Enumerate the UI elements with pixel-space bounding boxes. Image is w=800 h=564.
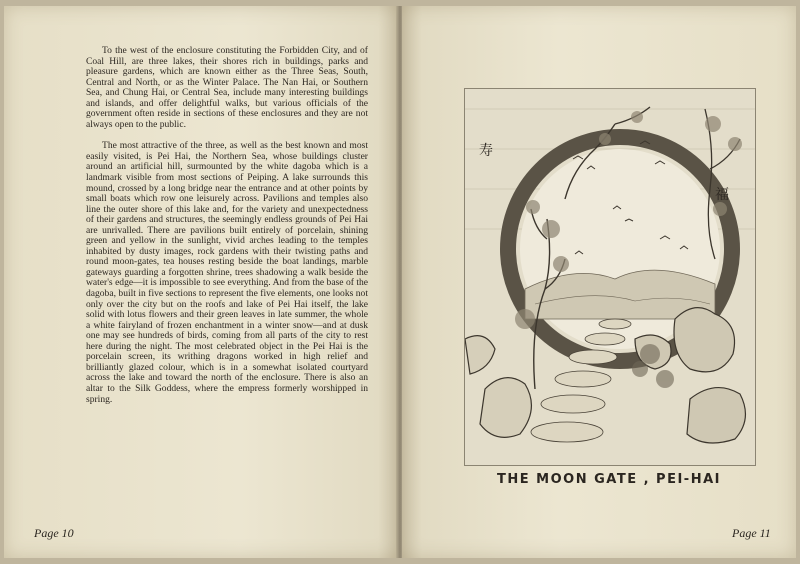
page-number-left: Page 10 <box>34 526 74 540</box>
body-text <box>86 46 368 416</box>
illustration-caption: THE MOON GATE , PEI-HAI <box>497 472 721 487</box>
seal-left: 寿 <box>479 143 493 159</box>
seal-right: 福 <box>715 187 729 203</box>
right-page <box>402 6 796 558</box>
illustration-plate <box>464 88 756 466</box>
paragraph-1: To the west of the enclosure constituting the Forbidden City, and of Coal Hill, are three lakes, their shores rich in buildings, parks and pleasure gardens, which are known either as the Three Seas, South, Central and North, or as the Winter Palace. The Nan Hai, or Southern Sea, and Chung Hai, or Central Sea, include many interesting buildings and islands, and offer delightful walks, but various officials of the government often reside in sections of these enclosures and they are not always open to the public. <box>86 45 368 130</box>
moon-gate-illustration <box>465 89 755 465</box>
paragraph-2: The most attractive of the three, as well as the best known and most easily visited, is Pei Hai, the Northern Sea, whose buildings cluster around an artificial hill, surmounted by the white dagoba which is a landmark visible from most sections of Peiping. A lake surrounds this mound, crossed by a long bridge near the entrance and at other points by small boats which row one leisurely across. Pavilions and temples also line the outer shore of this lake and, for the variety and unexpectedness of their gardens and structures, the seemingly endless grounds of Pei Hai are unrivalled. There are pavilions built entirely of porcelain, shining green and yellow in the sunlight, vivid arches leading to the temples inhabited by dusty images, rock gardens with their twisting paths and round moon-gates, tea houses resting beside the boat landings, marble gateways guarding a forgotten shrine, trees shadowing a walk beside the water's edge—it is impossible to see everything. And from the base of the dagoba, built in five sections to represent the five elements, one looks not only over the city but on the roofs and lake of Pei Hai itself, the lake solid with lotus flowers and their green leaves in late summer, the whole a white fairyland of frozen enchantment in a winter snow—and at dusk one may see hundreds of birds, coming from all parts of the city to rest here during the night. The most celebrated object in the Pei Hai is the porcelain screen, its writhing dragons worked in high relief and brilliantly glazed colour, which is in a somewhat isolated courtyard across the lake and toward the north of the enclosure. There is also an altar to the Silk Goddess, where the empress formerly worshipped in spring. <box>86 140 368 405</box>
left-page <box>4 6 398 558</box>
page-number-right: Page 11 <box>732 526 771 540</box>
